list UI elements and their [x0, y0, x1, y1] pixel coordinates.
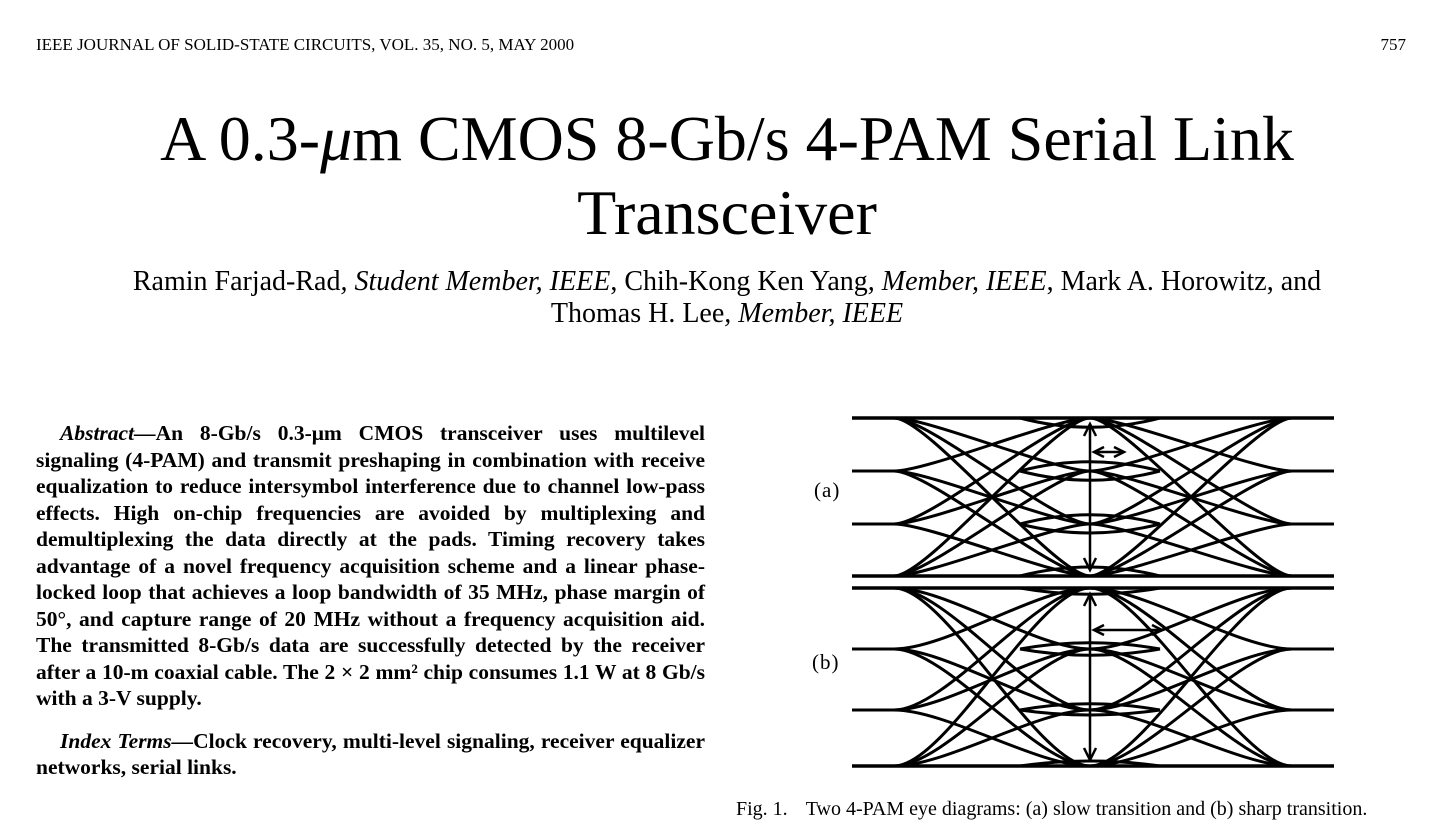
caption-number: Fig. 1. [736, 798, 788, 820]
abstract [36, 420, 705, 712]
title-part-1: A 0.3- [160, 103, 321, 174]
eye-trace-b [852, 588, 1090, 766]
author-separator: , and [1266, 266, 1322, 297]
title-mu-symbol: μ [320, 103, 353, 174]
figure-1 [736, 404, 1416, 834]
eye-trace-a [1090, 418, 1334, 576]
eye-trace-b [1090, 588, 1334, 766]
eye-diagram-graphic [736, 404, 1416, 779]
author-separator: , [1046, 266, 1061, 297]
paper-title [60, 102, 1394, 250]
abstract-text: An 8-Gb/s 0.3-μm CMOS transceiver uses multilevel signaling (4-PAM) and transmit preshaping in combination with receive equalization to reduce intersymbol interference due to channel low-pass effects. High on-chip frequencies are avoided by multiplexing and demultiplexing the data directly at the pads. Timing recovery takes advantage of a novel frequency acquisition scheme and a linear phase-locked loop that achieves a loop bandwidth of 35 MHz, phase margin of 50°, and capture range of 20 MHz without a frequency acquisition aid. The transmitted 8-Gb/s data are successfully detected by the receiver after a 10-m coaxial cable. The 2 × 2 mm² chip consumes 1.1 W at 8 Gb/s with a 3-V supply. [36, 421, 705, 710]
eye-trace-b [1090, 588, 1334, 766]
author-name: Mark A. Horowitz [1060, 266, 1267, 297]
index-terms [36, 728, 705, 781]
journal-name: IEEE JOURNAL OF SOLID-STATE CIRCUITS, VOL. 35, NO. 5, MAY 2000 [36, 35, 575, 54]
abstract-column [36, 420, 705, 781]
index-terms-lead: Index Terms— [60, 728, 194, 753]
eye-trace-b [1090, 710, 1334, 766]
eye-trace-b [1090, 588, 1334, 649]
eye-trace-b [852, 710, 1090, 766]
panel-label-b: (b) [812, 650, 840, 674]
caption-text: Two 4-PAM eye diagrams: (a) slow transition and (b) sharp transition. [805, 798, 1368, 820]
page-number: 757 [1380, 35, 1406, 54]
eye-trace-a [852, 418, 1090, 576]
eye-trace-b [852, 710, 1090, 766]
panel-label-a: (a) [814, 478, 841, 502]
author-separator: , [610, 266, 625, 297]
eye-trace-b [852, 588, 1090, 649]
eye-trace-b [1090, 588, 1334, 649]
eye-trace-a [1090, 418, 1334, 576]
author-affiliation: , Student Member, IEEE [340, 266, 611, 297]
eye-trace-a [852, 418, 1090, 576]
author-list [60, 266, 1394, 330]
eye-trace-b [852, 588, 1090, 649]
figure-caption [736, 798, 1416, 821]
author-affiliation: , Member, IEEE [867, 266, 1047, 297]
author-affiliation: , Member, IEEE [724, 298, 904, 329]
author-name: Thomas H. Lee [550, 298, 725, 329]
title-part-2: m CMOS 8-Gb/s 4-PAM Serial Link Transceiver [352, 103, 1294, 248]
author-name: Chih-Kong Ken Yang [624, 266, 868, 297]
author-name: Ramin Farjad-Rad [132, 266, 341, 297]
abstract-lead: Abstract— [60, 421, 156, 445]
eye-trace-b [1090, 710, 1334, 766]
index-terms-text: Clock recovery, multi-level signaling, receiver equalizer networks, serial links. [36, 728, 705, 779]
running-header [36, 34, 1406, 56]
eye-trace-b [852, 588, 1090, 766]
